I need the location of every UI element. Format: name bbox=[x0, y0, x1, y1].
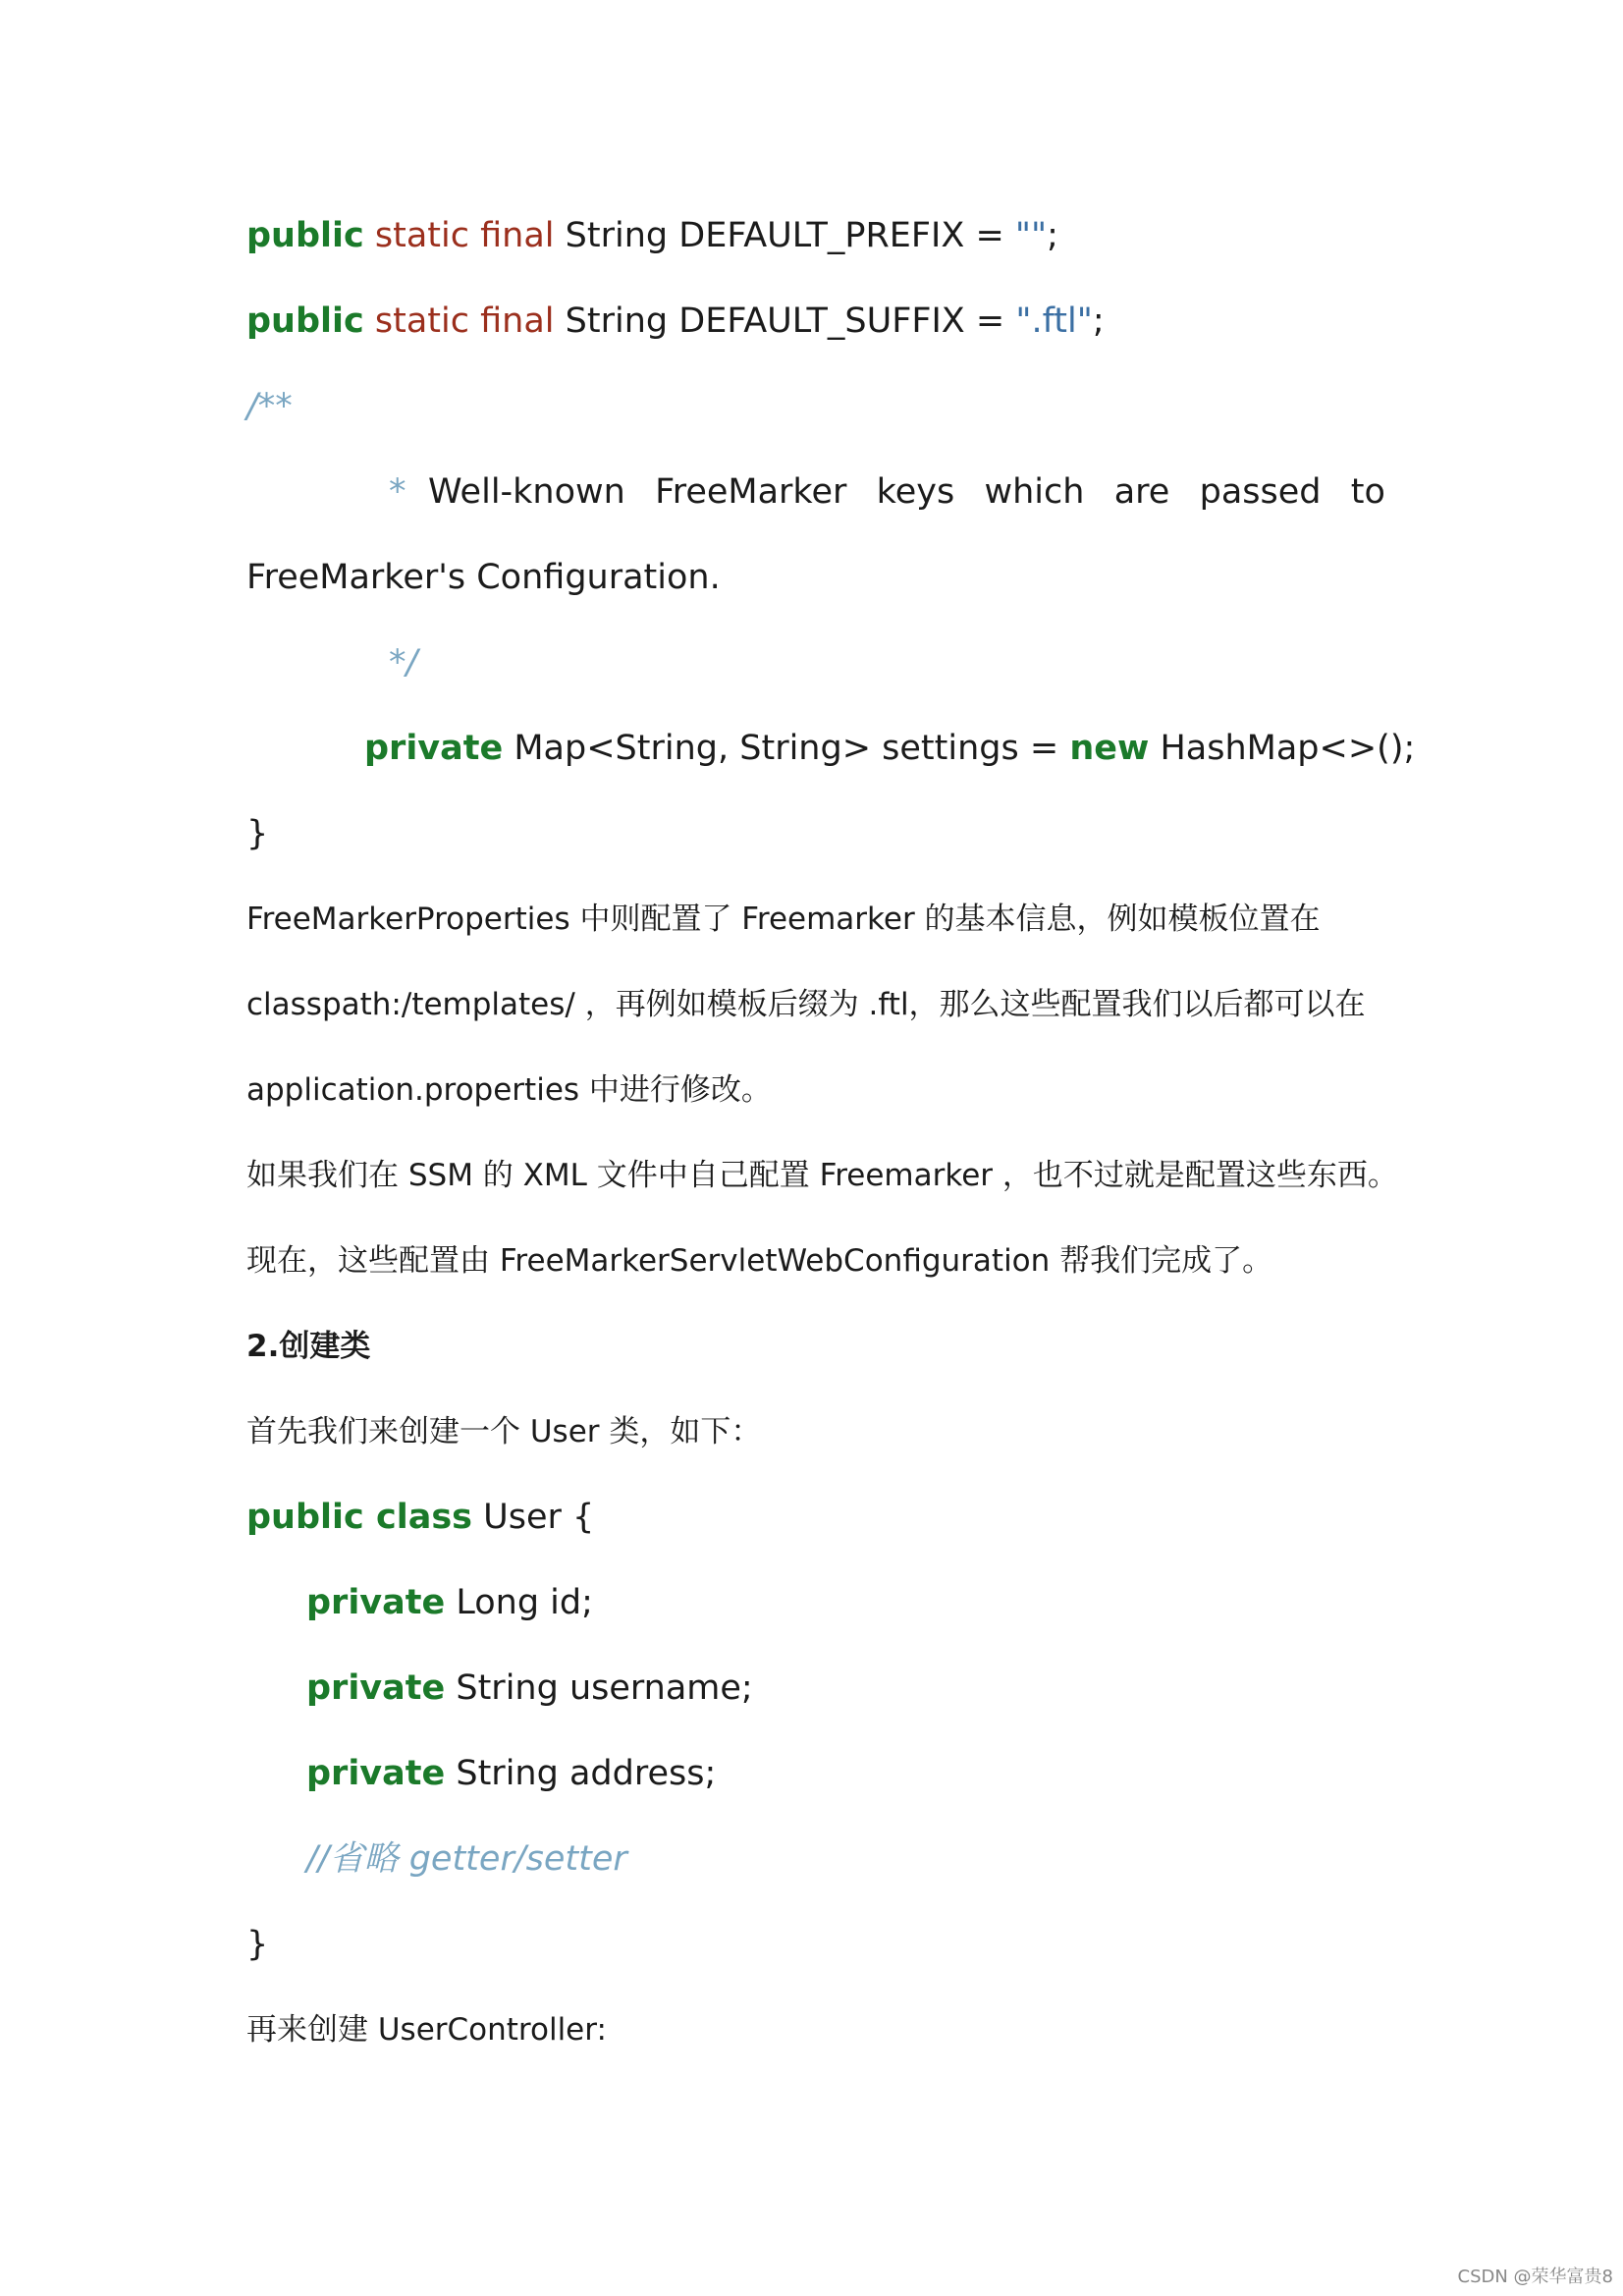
keyword: public bbox=[246, 301, 364, 341]
code-field bbox=[306, 1667, 753, 1710]
code-text: String address; bbox=[456, 1754, 717, 1793]
comment-word: Well-known bbox=[428, 472, 625, 512]
code-text: Long id; bbox=[456, 1583, 593, 1622]
keyword: private bbox=[306, 1754, 446, 1793]
keyword: private bbox=[364, 729, 504, 768]
comment-line-2: FreeMarker's Configuration. bbox=[246, 558, 721, 597]
keyword: private bbox=[306, 1668, 446, 1708]
comment-line-1 bbox=[428, 470, 1385, 514]
comment-word: passed bbox=[1199, 472, 1322, 512]
paragraph-4: 首先我们来创建一个 User 类，如下： bbox=[246, 1414, 762, 1449]
code-comment: //省略 getter/setter bbox=[306, 1839, 627, 1879]
code-line-default-prefix bbox=[246, 214, 1058, 257]
string-literal: ".ftl" bbox=[1015, 301, 1093, 341]
code-class-declaration bbox=[246, 1496, 594, 1539]
paragraph-2: 如果我们在 SSM 的 XML 文件中自己配置 Freemarker ，也不过就是配置这些东西。 bbox=[246, 1158, 1398, 1193]
close-brace: } bbox=[246, 1925, 269, 1964]
code-text: String DEFAULT_PREFIX = bbox=[565, 216, 1004, 255]
code-text: ; bbox=[1047, 216, 1058, 255]
comment-close: */ bbox=[389, 643, 418, 683]
comment-star: * bbox=[389, 472, 406, 512]
code-text: HashMap<>(); bbox=[1160, 729, 1416, 768]
section-heading: 2.创建类 bbox=[246, 1329, 371, 1364]
paragraph-1-line-2: classpath:/templates/ ，再例如模板后缀为 .ftl，那么这些配置我们以后都可以在 bbox=[246, 987, 1366, 1022]
paragraph-1-line-3: application.properties 中进行修改。 bbox=[246, 1072, 772, 1108]
keyword: static final bbox=[374, 216, 555, 255]
code-text: User { bbox=[483, 1498, 595, 1537]
code-field bbox=[306, 1581, 593, 1624]
comment-word: FreeMarker bbox=[655, 472, 847, 512]
code-text: Map<String, String> settings = bbox=[514, 729, 1059, 768]
comment-word: keys bbox=[876, 472, 955, 512]
code-line-default-suffix bbox=[246, 300, 1105, 343]
string-literal: "" bbox=[1014, 216, 1048, 255]
close-brace: } bbox=[246, 814, 269, 853]
keyword: private bbox=[306, 1583, 446, 1622]
code-field bbox=[306, 1752, 716, 1795]
watermark: CSDN @荣华富贵8 bbox=[1457, 2267, 1613, 2287]
keyword: public bbox=[246, 216, 364, 255]
code-text: String DEFAULT_SUFFIX = bbox=[565, 301, 1005, 341]
comment-word: which bbox=[984, 472, 1085, 512]
paragraph-5: 再来创建 UserController: bbox=[246, 2012, 607, 2048]
code-line-settings bbox=[364, 727, 1415, 770]
code-text: String username; bbox=[456, 1668, 753, 1708]
comment-word: to bbox=[1350, 472, 1385, 512]
code-text: ; bbox=[1092, 301, 1105, 341]
paragraph-3: 现在，这些配置由 FreeMarkerServletWebConfiguration 帮我们完成了。 bbox=[246, 1243, 1273, 1279]
paragraph-1-line-1: FreeMarkerProperties 中则配置了 Freemarker 的基本信息，例如模板位置在 bbox=[246, 902, 1321, 937]
comment-open: /** bbox=[246, 387, 293, 426]
comment-word: are bbox=[1113, 472, 1170, 512]
keyword: new bbox=[1069, 729, 1150, 768]
keyword: static final bbox=[374, 301, 555, 341]
keyword: public class bbox=[246, 1498, 472, 1537]
